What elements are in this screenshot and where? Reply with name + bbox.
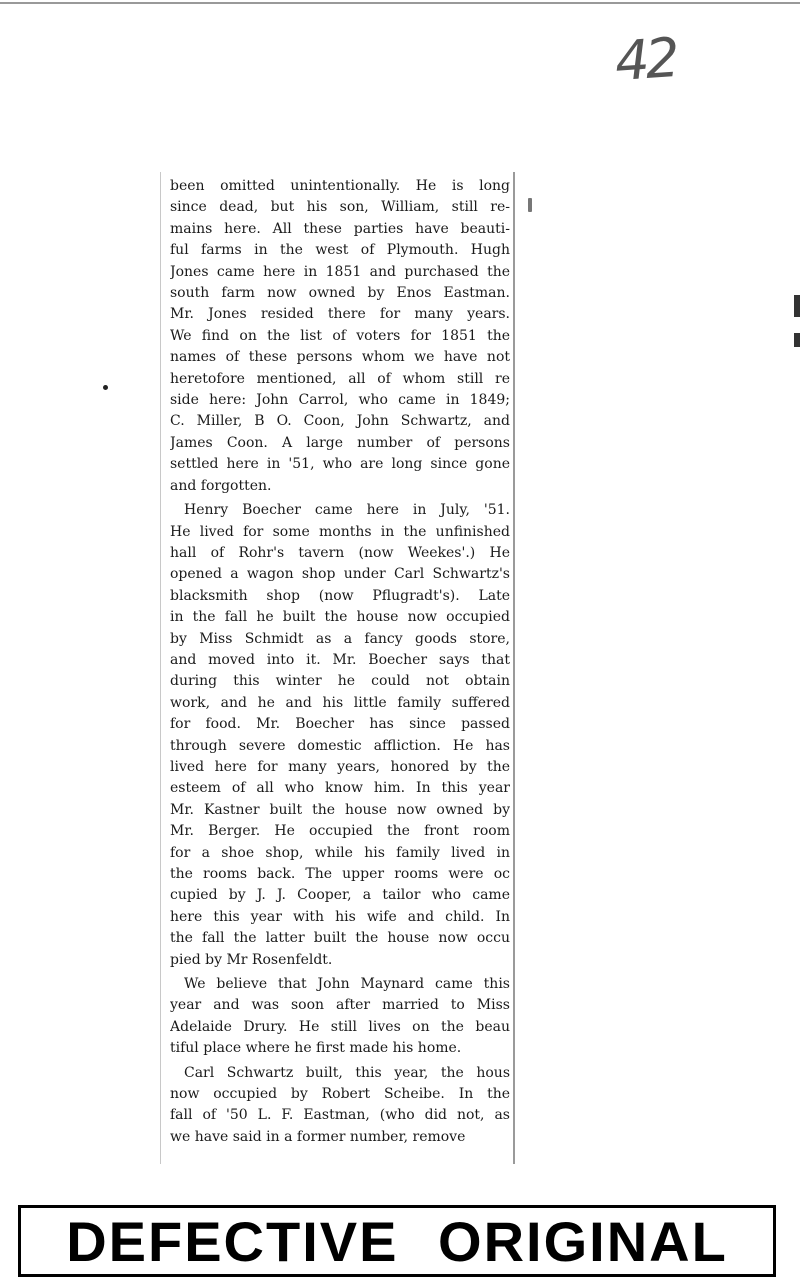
article-line: hall of Rohr's tavern (now Weekes'.) He [170,544,510,561]
article-line: now occupied by Robert Scheibe. In the [170,1086,510,1103]
edge-mark [794,333,800,347]
article-line: mains here. All these parties have beauti- [170,220,510,237]
article-paragraph [170,176,510,497]
article-line: opened a wagon shop under Carl Schwartz's [170,566,510,583]
article-line: We find on the list of voters for 1851 the [170,327,510,344]
article-line: and forgotten. [170,477,272,494]
article-line: fall of '50 L. F. Eastman, (who did not, as [170,1107,510,1124]
top-edge-rule [0,2,800,4]
article-line: during this winter he could not obtain [170,673,510,690]
article-line: the rooms back. The upper rooms were oc [170,866,510,882]
article-line: Mr. Jones resided there for many years. [170,306,510,323]
defective-original-banner [18,1205,776,1277]
article-line: Henry Boecher came here in July, '51. [184,502,510,519]
article-line: lived here for many years, honored by the [170,758,510,775]
article-column [170,176,510,1151]
article-line: names of these persons whom we have not [170,349,510,366]
article-line: pied by Mr Rosenfeldt. [170,951,333,968]
article-line: for a shoe shop, while his family lived in [170,844,510,861]
article-line: for food. Mr. Boecher has since passed [170,716,510,733]
defective-original-label: DEFECTIVE ORIGINAL [66,1209,728,1273]
article-line: side here: John Carrol, who came in 1849; [170,392,510,409]
article-line: cupied by J. J. Cooper, a tailor who came [170,887,510,904]
article-line: blacksmith shop (now Pflugradt's). Late [170,587,510,604]
article-line: work, and he and his little family suffered [170,694,510,711]
article-line: and moved into it. Mr. Boecher says that [170,651,510,668]
article-line: south farm now owned by Enos Eastman. [170,285,510,302]
article-line: James Coon. A large number of persons [170,434,510,451]
article-paragraph [170,974,510,1060]
article-paragraph [170,1063,510,1149]
ink-speck [103,385,108,390]
article-line: ful farms in the west of Plymouth. Hugh [170,242,510,259]
article-line: Jones came here in 1851 and purchased the [170,263,510,280]
article-line: in the fall he built the house now occupied [170,609,510,626]
article-line: tiful place where he first made his home. [170,1040,462,1057]
article-line: the fall the latter built the house now occu [170,930,510,947]
article-line: heretofore mentioned, all of whom still re [170,370,510,387]
ink-speck [528,198,532,212]
article-paragraph [170,500,510,971]
article-line: Carl Schwartz built, this year, the hous [184,1064,510,1081]
edge-mark [794,295,800,317]
article-line: year and was soon after married to Miss [170,997,510,1014]
article-line: been omitted unintentionally. He is long [170,178,510,194]
article-line: since dead, but his son, William, still re- [170,199,510,216]
article-line: settled here in '51, who are long since gone [170,456,510,473]
article-line: by Miss Schmidt as a fancy goods store, [170,630,510,647]
article-line: esteem of all who know him. In this year [170,780,510,797]
article-line: We believe that John Maynard came this [184,976,510,993]
page-number: 42 [612,25,678,94]
article-line: C. Miller, B O. Coon, John Schwartz, and [170,413,510,430]
article-line: Mr. Berger. He occupied the front room [170,823,510,840]
article-line: we have said in a former number, remove [170,1128,466,1145]
article-line: Adelaide Drury. He still lives on the beau [170,1018,510,1035]
article-line: here this year with his wife and child. In [170,908,510,925]
article-line: through severe domestic affliction. He has [170,737,510,754]
article-line: Mr. Kastner built the house now owned by [170,801,510,818]
article-line: He lived for some months in the unfinished [170,523,510,540]
